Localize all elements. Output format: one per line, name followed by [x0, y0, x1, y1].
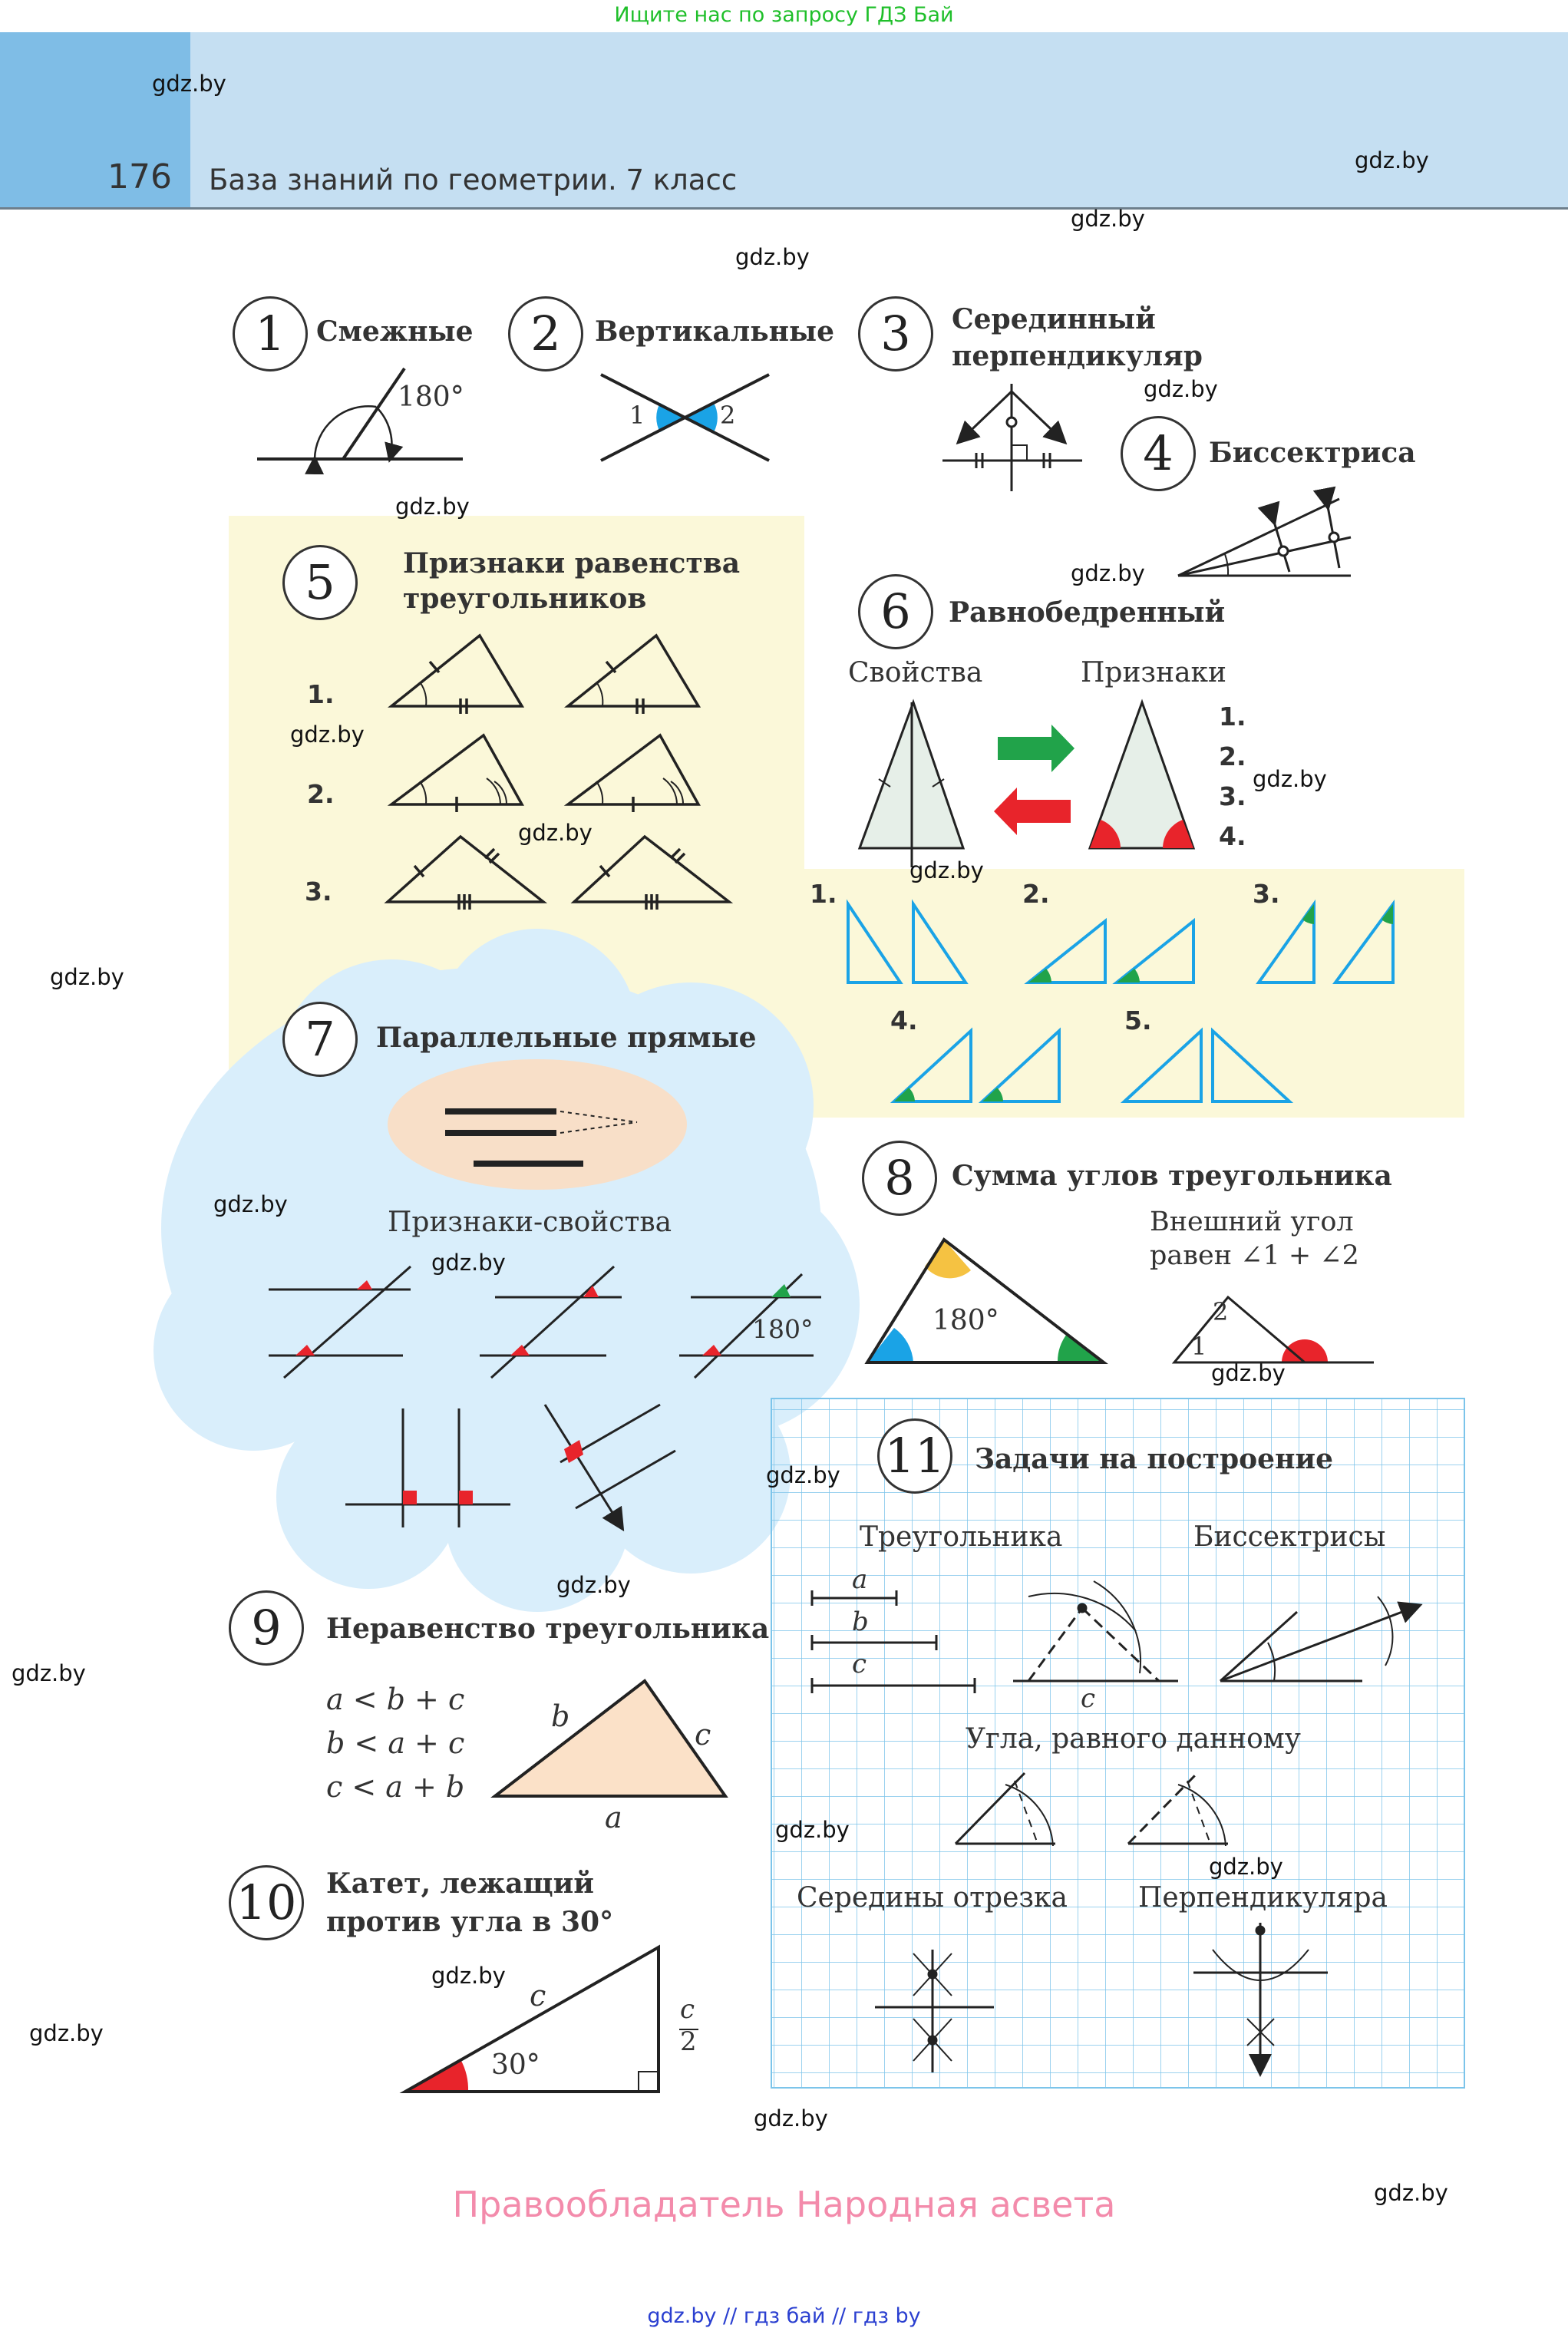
copyright-holder: Правообладатель Народная асвета [452, 2184, 1116, 2225]
section6-bottom-4: 4. [890, 1006, 918, 1035]
watermark: gdz.by [735, 244, 810, 270]
section6-sign-4: 4. [1219, 821, 1246, 851]
watermark: gdz.by [1071, 206, 1145, 232]
section6-title: Равнобедренный [949, 596, 1226, 629]
s3-perp-bisector-figure [942, 384, 1082, 491]
watermark: gdz.by [1071, 560, 1145, 586]
section5-title-line1: Признаки равенства [403, 547, 741, 580]
section3-title-line2: перпендикуляр [952, 340, 1203, 372]
section11-triangle: Треугольника [860, 1521, 1063, 1553]
section11-bisector: Биссектрисы [1193, 1521, 1386, 1553]
watermark: gdz.by [754, 2105, 828, 2132]
section6-sign-3: 3. [1219, 781, 1246, 811]
watermark: gdz.by [213, 1191, 288, 1217]
section9-number: 9 [229, 1590, 304, 1666]
section6-properties: Свойства [848, 657, 983, 689]
section6-signs: Признаки [1081, 657, 1227, 689]
section4-title: Биссектриса [1209, 437, 1416, 469]
s6-isosceles [860, 702, 1193, 867]
watermark: gdz.by [395, 494, 470, 520]
watermark: gdz.by [431, 1963, 506, 1989]
section11-midpoint: Середины отрезка [797, 1882, 1068, 1914]
section10-number: 10 [229, 1865, 304, 1940]
section10-title-line2: против угла в 30° [326, 1906, 614, 1938]
section9-side-c: c [695, 1718, 711, 1752]
section6-bottom-2: 2. [1022, 879, 1050, 909]
section9-title: Неравенство треугольника [326, 1613, 770, 1645]
watermark: gdz.by [909, 857, 984, 883]
section9-side-b: b [551, 1699, 570, 1733]
watermark: gdz.by [12, 1660, 86, 1686]
section9-side-a: a [605, 1801, 622, 1834]
section6-sign-1: 1. [1219, 702, 1246, 731]
watermark: gdz.by [1253, 766, 1327, 792]
watermark: gdz.by [1209, 1854, 1283, 1880]
watermark: gdz.by [775, 1817, 850, 1843]
section8-label-1: 1 [1191, 1332, 1207, 1361]
watermark: gdz.by [1355, 147, 1429, 173]
section10-half-denominator: 2 [680, 2026, 697, 2057]
section2-title: Вертикальные [595, 315, 834, 348]
watermark: gdz.by [518, 820, 593, 846]
page-number: 176 [107, 157, 172, 196]
section2-label-2: 2 [720, 401, 736, 430]
watermark: gdz.by [1211, 1360, 1286, 1386]
section10-angle-label: 30° [491, 2049, 540, 2081]
top-banner[interactable]: Ищите нас по запросу ГДЗ Бай [614, 3, 954, 27]
section3-title-line1: Серединный [952, 303, 1156, 335]
section6-sign-2: 2. [1219, 741, 1246, 771]
section7-number: 7 [282, 1002, 358, 1077]
section9-inequality-2: b < a + c [326, 1726, 465, 1760]
section8-angle-label: 180° [933, 1305, 999, 1336]
section5-item-1: 1. [307, 679, 335, 709]
section5-number: 5 [282, 545, 358, 620]
s9-triangle [495, 1681, 725, 1796]
section3-number: 3 [858, 296, 933, 372]
watermark: gdz.by [1144, 376, 1218, 402]
section2-label-1: 1 [629, 401, 645, 430]
watermark: gdz.by [431, 1250, 506, 1276]
section1-angle-label: 180° [398, 381, 464, 413]
section1-number: 1 [233, 296, 308, 372]
section7-title: Параллельные прямые [376, 1022, 757, 1054]
book-title: База знаний по геометрии. 7 класс [209, 163, 738, 196]
watermark: gdz.by [29, 2020, 104, 2046]
section10-half-numerator: c [680, 1994, 695, 2025]
section4-number: 4 [1121, 416, 1196, 491]
watermark: gdz.by [290, 722, 365, 748]
section11-perpendicular: Перпендикуляра [1138, 1882, 1388, 1914]
watermark: gdz.by [50, 964, 124, 990]
section6-bottom-5: 5. [1124, 1006, 1152, 1035]
section2-number: 2 [508, 296, 583, 372]
section7-angle-label: 180° [752, 1314, 814, 1344]
section5-item-2: 2. [307, 779, 335, 809]
watermark: gdz.by [766, 1462, 840, 1488]
section8-label-2: 2 [1213, 1297, 1229, 1326]
section6-number: 6 [858, 574, 933, 649]
section1-title: Смежные [316, 315, 474, 348]
section11-segment-b: b [852, 1607, 869, 1637]
section11-base-c: c [1081, 1683, 1096, 1714]
section11-title: Задачи на построение [975, 1443, 1334, 1475]
s6-sign-triangles [848, 904, 1393, 1101]
footer-links[interactable]: gdz.by // гдз бай // гдз by [647, 2304, 921, 2328]
section9-inequality-1: a < b + c [326, 1683, 465, 1716]
s6-sign-angles [894, 904, 1393, 1101]
s5-triangles [388, 636, 729, 910]
watermark: gdz.by [1374, 2180, 1448, 2206]
section10-hypotenuse: c [530, 1979, 546, 2013]
s2-vertical-figure [601, 375, 769, 461]
section11-number: 11 [877, 1418, 952, 1494]
section8-number: 8 [862, 1141, 937, 1216]
section6-bottom-3: 3. [1253, 879, 1280, 909]
section10-title-line1: Катет, лежащий [326, 1867, 594, 1900]
section5-title-line2: треугольников [403, 583, 647, 615]
section11-segment-c: c [852, 1649, 867, 1679]
watermark: gdz.by [556, 1572, 631, 1598]
section9-inequality-3: c < a + b [326, 1770, 465, 1804]
section11-equal-angle: Угла, равного данному [966, 1723, 1301, 1755]
section11-segment-a: a [852, 1564, 868, 1595]
section6-bottom-1: 1. [810, 879, 837, 909]
section7-subtitle: Признаки-свойства [388, 1207, 672, 1238]
s4-bisector-figure [1178, 499, 1351, 576]
section8-exterior-line1: Внешний угол [1150, 1207, 1354, 1237]
section8-title: Сумма углов треугольника [952, 1160, 1392, 1192]
watermark: gdz.by [152, 71, 226, 97]
section5-item-3: 3. [305, 877, 332, 906]
section8-exterior-line2: равен ∠1 + ∠2 [1150, 1240, 1359, 1271]
